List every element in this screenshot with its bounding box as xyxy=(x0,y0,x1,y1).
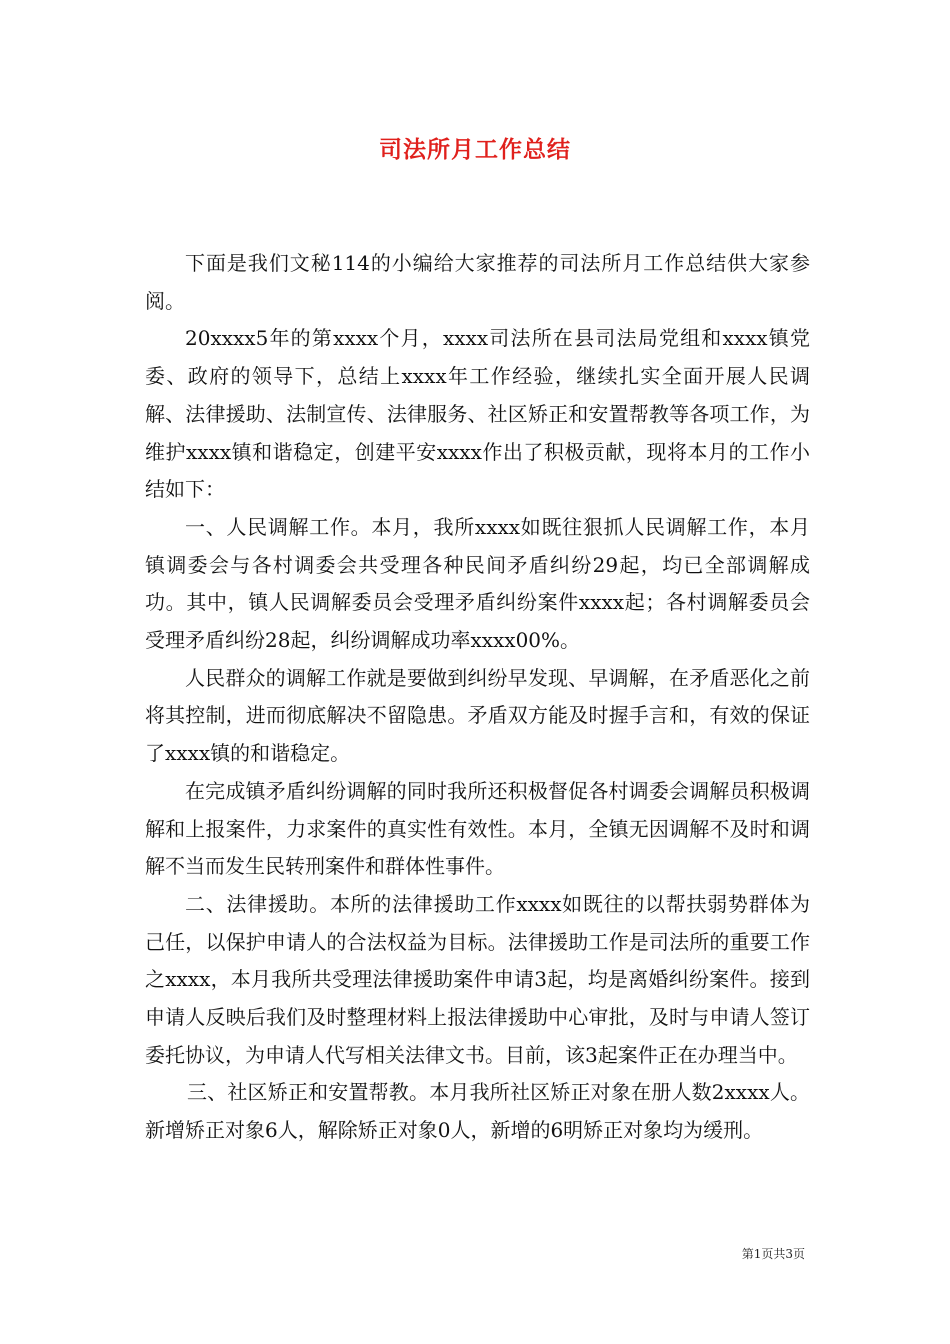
paragraph-mediation-supervision: 在完成镇矛盾纠纷调解的同时我所还积极督促各村调委会调解员积极调解和上报案件，力求案件的真实性有效性。本月，全镇无因调解不及时和调解不当而发生民转刑案件和群体性事件。 xyxy=(145,778,810,879)
paragraph-mediation-detail: 人民群众的调解工作就是要做到纠纷早发现、早调解，在矛盾恶化之前将其控制，进而彻底解决不留隐患。矛盾双方能及时握手言和，有效的保证了xxxx镇的和谐稳定。 xyxy=(145,665,810,766)
document-title: 司法所月工作总结 xyxy=(379,137,571,163)
document-body xyxy=(145,245,810,1150)
paragraph-legal-aid: 二、法律援助。本所的法律援助工作xxxx如既往的以帮扶弱势群体为己任，以保护申请人的合法权益为目标。法律援助工作是司法所的重要工作之xxxx，本月我所共受理法律援助案件申请3起，均是离婚纠纷案件。接到申请人反映后我们及时整理材料上报法律援助中心审批，及时与申请人签订委托协议，为申请人代写相关法律文书。目前，该3起案件正在办理当中。 xyxy=(145,891,810,1067)
paragraph-overview: 20xxxx5年的第xxxx个月，xxxx司法所在县司法局党组和xxxx镇党委、政府的领导下，总结上xxxx年工作经验，继续扎实全面开展人民调解、法律援助、法制宣传、法律服务、社区矫正和安置帮教等各项工作，为维护xxxx镇和谐稳定，创建平安xxxx作出了积极贡献，现将本月的工作小结如下： xyxy=(145,326,810,502)
paragraph-mediation: 一、人民调解工作。本月，我所xxxx如既往狠抓人民调解工作，本月镇调委会与各村调委会共受理各种民间矛盾纠纷29起，均已全部调解成功。其中，镇人民调解委员会受理矛盾纠纷案件xxxx起；各村调解委员会受理矛盾纠纷28起，纠纷调解成功率xxxx00%。 xyxy=(145,514,810,653)
paragraph-intro: 下面是我们文秘114的小编给大家推荐的司法所月工作总结供大家参阅。 xyxy=(145,251,810,313)
paragraph-community-correction: 三、社区矫正和安置帮教。本月我所社区矫正对象在册人数2xxxx人。新增矫正对象6人，解除矫正对象0人，新增的6明矫正对象均为缓刑。 xyxy=(145,1080,810,1143)
page-number: 第1页共3页 xyxy=(741,1247,805,1261)
